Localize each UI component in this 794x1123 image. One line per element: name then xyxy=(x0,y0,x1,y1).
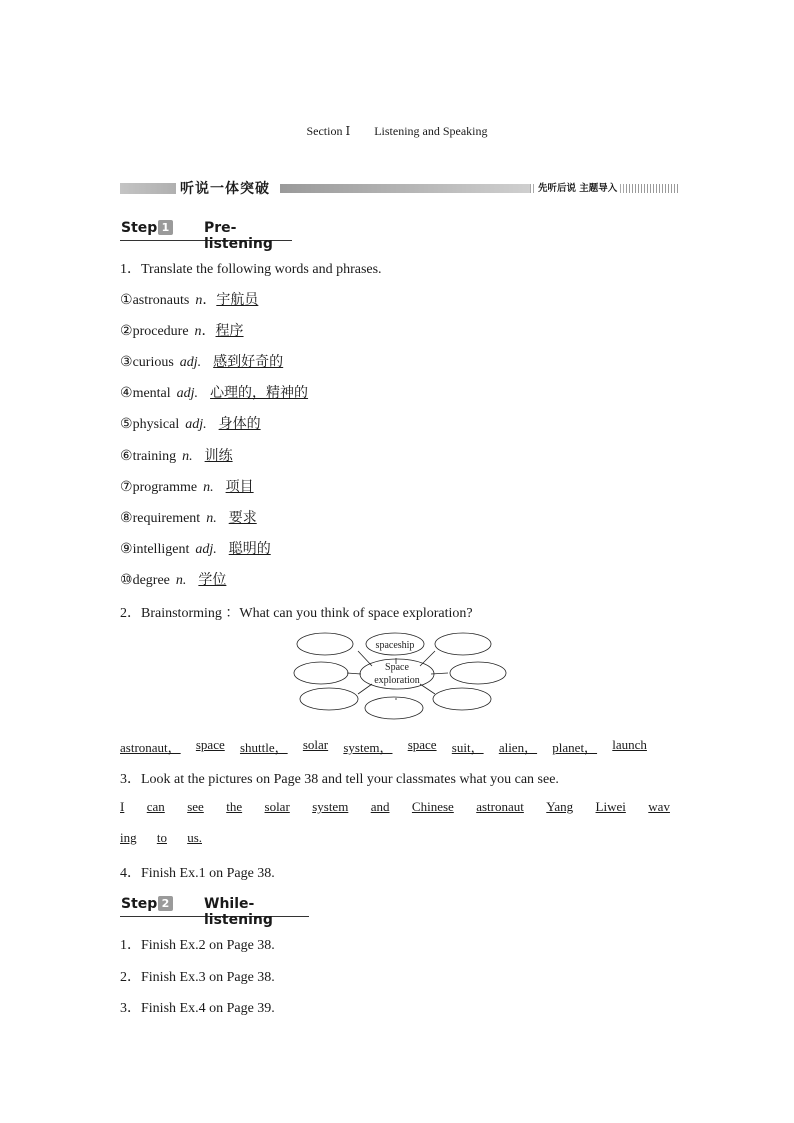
connector-line xyxy=(358,684,372,694)
vocab-item xyxy=(120,445,233,465)
section-title: Listening and Speaking xyxy=(374,124,488,138)
vocab-word: procedure xyxy=(132,324,189,339)
banner-end-stripes xyxy=(626,184,680,193)
step-2-item: 1．Finish Ex.2 on Page 38. xyxy=(120,938,275,953)
answer-word: us. xyxy=(187,830,202,845)
vocab-item xyxy=(120,351,283,371)
vocab-word: curious xyxy=(132,355,174,370)
answer-word: suit， xyxy=(451,740,484,755)
vocab-answer: 感到好奇的 xyxy=(213,354,284,370)
item-number: ③ xyxy=(120,355,133,370)
vocab-item xyxy=(120,569,226,589)
answer-word: shuttle， xyxy=(239,740,288,755)
empty-bubble xyxy=(435,633,491,655)
question-1-prompt: 1．Translate the following words and phrases. xyxy=(120,262,382,277)
empty-bubble xyxy=(297,633,353,655)
answer-word: Liwei xyxy=(595,799,626,814)
vocab-answer: 要求 xyxy=(228,510,257,526)
answer-word: system xyxy=(312,799,349,814)
banner-left-bar xyxy=(120,183,176,194)
connector-line xyxy=(347,673,361,674)
banner-title: 听说一体突破 xyxy=(180,181,270,197)
answer-word: launch xyxy=(612,737,647,752)
item-number: ⑨ xyxy=(120,542,133,557)
vocab-answer: 宇航员 xyxy=(216,292,259,308)
answer-word: can xyxy=(146,799,165,814)
part-of-speech: n. xyxy=(203,480,214,495)
item-number: ⑥ xyxy=(120,449,133,464)
connector-line xyxy=(420,651,435,666)
step-number-badge: 1 xyxy=(158,220,173,235)
answer-word: see xyxy=(187,799,204,814)
answer-word: to xyxy=(156,830,167,845)
question-3-prompt: 3．Look at the pictures on Page 38 and tell your classmates what you can see. xyxy=(120,772,559,787)
vocab-answer: 心理的，精神的 xyxy=(210,385,309,401)
part-of-speech: adj. xyxy=(185,417,207,432)
vocab-item xyxy=(120,382,308,402)
question-2-answer xyxy=(120,737,647,756)
answer-word: astronaut， xyxy=(120,740,181,755)
answer-word: solar xyxy=(264,799,290,814)
step-1-heading xyxy=(120,218,292,252)
step-label: Step xyxy=(121,896,158,912)
vocab-answer: 学位 xyxy=(198,572,227,588)
vocab-word: intelligent xyxy=(132,542,190,557)
vocab-answer: 项目 xyxy=(225,479,254,495)
empty-bubble xyxy=(365,697,423,719)
section-number: Section Ⅰ xyxy=(306,124,351,138)
spaceship-label: spaceship xyxy=(375,640,415,651)
step-2-item: 3．Finish Ex.4 on Page 39. xyxy=(120,1001,275,1016)
empty-bubble xyxy=(300,688,358,710)
part-of-speech: n. xyxy=(182,449,193,464)
part-of-speech: n. xyxy=(206,511,217,526)
answer-word: ing xyxy=(120,830,137,845)
vocab-word: degree xyxy=(132,573,170,588)
vocab-answer: 身体的 xyxy=(218,416,261,432)
connector-line xyxy=(420,684,435,694)
vocab-item xyxy=(120,476,254,496)
brainstorm-diagram xyxy=(286,630,510,722)
answer-word: astronaut xyxy=(476,799,524,814)
part-of-speech: n. xyxy=(175,573,187,588)
vocab-item xyxy=(120,507,257,527)
center-label-line2: exploration xyxy=(374,675,420,686)
step-title: Pre-listening xyxy=(204,220,273,252)
step-2-heading xyxy=(120,894,309,928)
question-3-answer-line-2 xyxy=(120,830,202,846)
part-of-speech: adj. xyxy=(179,355,202,370)
empty-bubble xyxy=(433,688,491,710)
part-of-speech: n xyxy=(195,293,203,308)
vocab-item xyxy=(120,538,271,558)
vocab-word: physical xyxy=(132,417,180,432)
vocab-word: training xyxy=(132,449,177,464)
question-3-answer-line-1 xyxy=(120,799,670,815)
empty-bubble xyxy=(450,662,506,684)
item-number: ⑤ xyxy=(120,417,133,432)
item-number: ② xyxy=(120,324,133,339)
item-number: ⑧ xyxy=(120,511,133,526)
part-of-speech: adj. xyxy=(195,542,217,557)
answer-word: space xyxy=(407,737,437,752)
answer-word: Yang xyxy=(546,799,574,814)
item-number: ⑩ xyxy=(120,573,133,588)
banner-right-text: 先听后说 主题导入 xyxy=(536,180,619,194)
step-2-item: 2．Finish Ex.3 on Page 38. xyxy=(120,970,275,985)
section-header xyxy=(0,124,794,139)
item-number: ① xyxy=(120,293,133,308)
step-label: Step xyxy=(121,220,158,236)
vocab-word: mental xyxy=(132,386,171,401)
vocab-item: ①astronauts n．宇航员 xyxy=(120,292,259,308)
part-of-speech: adj. xyxy=(176,386,199,401)
answer-word: wav xyxy=(648,799,670,814)
vocab-word: programme xyxy=(132,480,198,495)
vocab-answer: 聪明的 xyxy=(228,541,271,557)
question-2-prompt: 2．Brainstorming ：What can you think of space exploration? xyxy=(120,606,473,621)
item-number: ⑦ xyxy=(120,480,133,495)
answer-word: planet， xyxy=(552,740,598,755)
step-number-badge: 2 xyxy=(158,896,173,911)
vocab-item: ②procedure n．程序 xyxy=(120,323,244,339)
answer-word: and xyxy=(370,799,390,814)
step-title: While-listening xyxy=(204,896,273,928)
empty-bubble xyxy=(294,662,348,684)
part-of-speech: n xyxy=(194,324,202,339)
banner-gradient-bar xyxy=(280,184,530,193)
vocab-word: astronauts xyxy=(132,293,190,308)
item-number: ④ xyxy=(120,386,133,401)
answer-word: I xyxy=(120,799,125,814)
answer-word: alien， xyxy=(498,740,538,755)
center-label-line1: Space xyxy=(385,662,409,673)
answer-word: the xyxy=(226,799,243,814)
answer-word: system， xyxy=(343,740,393,755)
vocab-answer: 训练 xyxy=(204,448,233,464)
question-4-prompt: 4．Finish Ex.1 on Page 38. xyxy=(120,866,275,881)
vocab-item xyxy=(120,413,261,433)
banner xyxy=(120,181,680,195)
answer-word: Chinese xyxy=(411,799,454,814)
vocab-word: requirement xyxy=(132,511,201,526)
vocab-answer: 程序 xyxy=(215,323,244,339)
answer-word: solar xyxy=(302,737,329,752)
answer-word: space xyxy=(195,737,225,752)
